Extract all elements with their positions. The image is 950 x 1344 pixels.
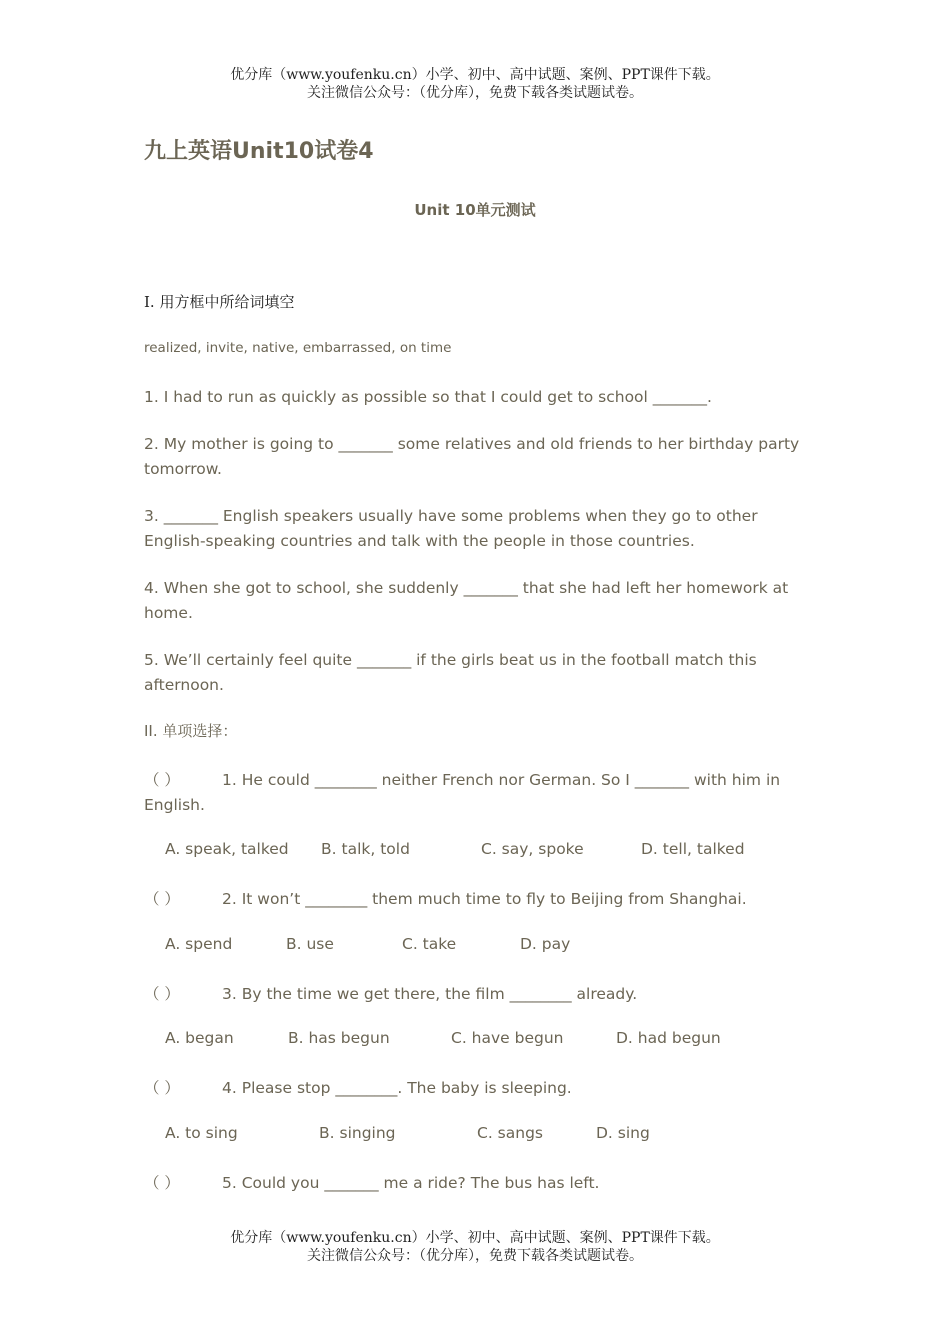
document-title: 九上英语Unit10试卷4: [144, 139, 374, 164]
option-d: D. had begun: [616, 1029, 721, 1047]
footer-line-2: 关注微信公众号：（优分库），免费下载各类试题试卷。: [307, 1248, 643, 1264]
fill-question-2: 2. My mother is going to _______ some relatives and old friends to her birthday party tomorrow.: [144, 435, 800, 478]
option-c: C. have begun: [451, 1029, 564, 1047]
question-stem: 2. It won’t ________ them much time to fly to Beijing from Shanghai.: [222, 890, 747, 908]
answer-paren: （ ）: [144, 1174, 180, 1192]
choice-question-1: [144, 768, 809, 818]
footer-line-1: 优分库（www.youfenku.cn）小学、初中、高中试题、案例、PPT课件下载。: [230, 1230, 720, 1246]
word-box: realized, invite, native, embarrassed, on time: [144, 340, 452, 356]
option-c: C. say, spoke: [481, 840, 584, 858]
option-a: A. began: [165, 1029, 234, 1047]
choice-question-4: [144, 1076, 809, 1101]
question-stem: 5. Could you _______ me a ride? The bus has left.: [222, 1174, 600, 1192]
choice-question-5: [144, 1171, 809, 1196]
option-d: D. tell, talked: [641, 840, 745, 858]
page-header: [0, 66, 950, 102]
option-a: A. speak, talked: [165, 840, 289, 858]
choice-question-3: [144, 982, 809, 1007]
question-stem: 1. He could ________ neither French nor German. So I _______ with him in English.: [144, 771, 781, 814]
section-1-heading: I. 用方框中所给词填空: [144, 293, 295, 311]
option-d: D. pay: [520, 935, 571, 953]
option-b: B. talk, told: [321, 840, 410, 858]
question-stem: 3. By the time we get there, the film ________ already.: [222, 985, 638, 1003]
option-b: B. singing: [319, 1124, 396, 1142]
answer-paren: （ ）: [144, 985, 180, 1003]
fill-question-1: 1. I had to run as quickly as possible so that I could get to school _______.: [144, 388, 712, 406]
page-footer: [0, 1229, 950, 1265]
fill-question-3: 3. _______ English speakers usually have some problems when they go to other English-speaking countries and talk with the people in those countries.: [144, 507, 758, 550]
option-d: D. sing: [596, 1124, 650, 1142]
section-2-heading: II. 单项选择：: [144, 722, 238, 740]
fill-question-5: 5. We’ll certainly feel quite _______ if the girls beat us in the football match this afternoon.: [144, 651, 757, 694]
answer-paren: （ ）: [144, 771, 180, 789]
option-c: C. sangs: [477, 1124, 543, 1142]
option-b: B. has begun: [288, 1029, 390, 1047]
option-a: A. to sing: [165, 1124, 238, 1142]
option-c: C. take: [402, 935, 457, 953]
option-a: A. spend: [165, 935, 233, 953]
header-line-2: 关注微信公众号：（优分库），免费下载各类试题试卷。: [307, 85, 643, 101]
answer-paren: （ ）: [144, 1079, 180, 1097]
document-subtitle: Unit 10单元测试: [414, 201, 536, 219]
answer-paren: （ ）: [144, 890, 180, 908]
header-line-1: 优分库（www.youfenku.cn）小学、初中、高中试题、案例、PPT课件下载。: [230, 67, 720, 83]
option-b: B. use: [286, 935, 334, 953]
fill-question-4: 4. When she got to school, she suddenly _______ that she had left her homework at home.: [144, 579, 789, 622]
choice-question-2: [144, 887, 809, 912]
question-stem: 4. Please stop ________. The baby is sleeping.: [222, 1079, 572, 1097]
